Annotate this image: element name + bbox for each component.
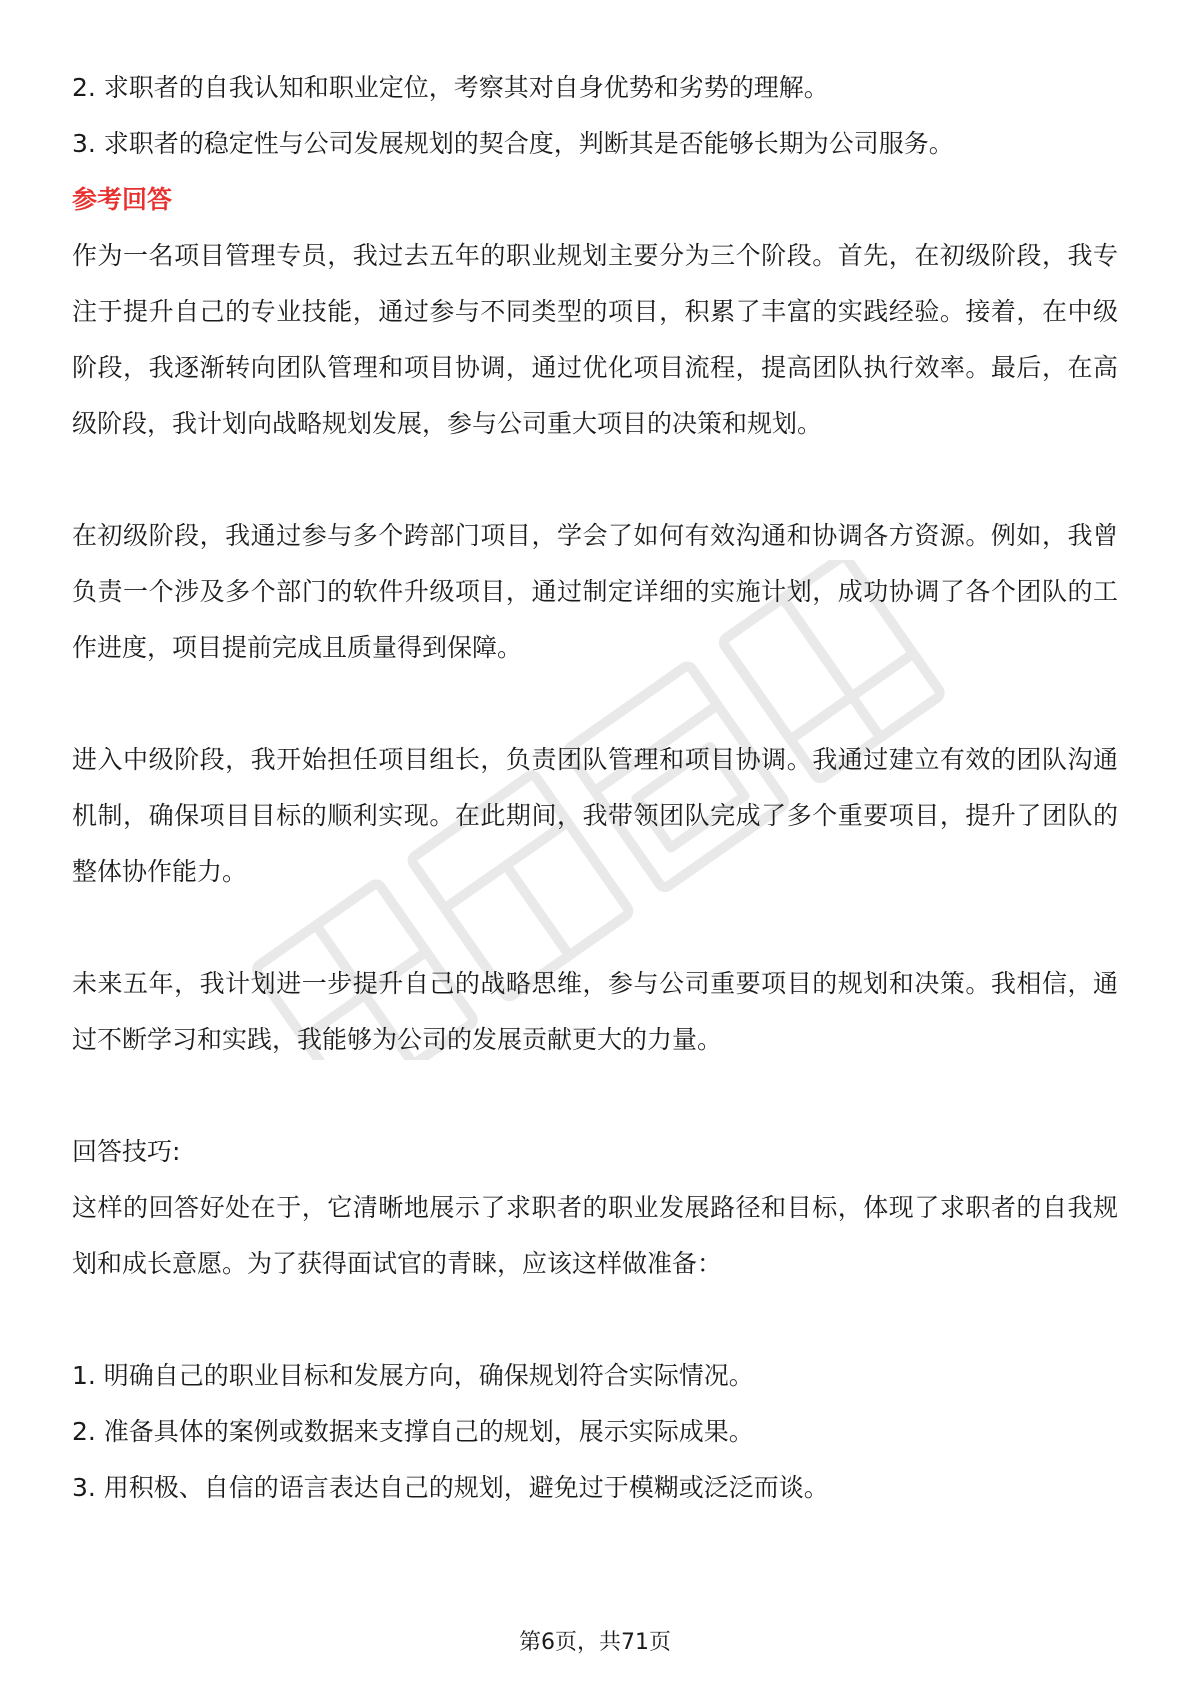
document-body — [72, 60, 1118, 1516]
paragraph-gap — [72, 1292, 1118, 1348]
tips-intro: 这样的回答好处在于，它清晰地展示了求职者的职业发展路径和目标，体现了求职者的自我规划和成长意愿。为了获得面试官的青睐，应该这样做准备： — [72, 1193, 1118, 1278]
paragraph-gap — [72, 1068, 1118, 1124]
paragraph-gap — [72, 900, 1118, 956]
paragraph-gap — [72, 676, 1118, 732]
tips-heading: 回答技巧: — [72, 1137, 181, 1166]
reference-answer-heading: 参考回答 — [72, 185, 173, 214]
intent-item-3: 3. 求职者的稳定性与公司发展规划的契合度，判断其是否能够长期为公司服务。 — [72, 129, 954, 158]
tips-item-1: 1. 明确自己的职业目标和发展方向，确保规划符合实际情况。 — [72, 1361, 754, 1390]
intent-item-2: 2. 求职者的自我认知和职业定位，考察其对自身优势和劣势的理解。 — [72, 73, 829, 102]
answer-paragraph-3: 进入中级阶段，我开始担任项目组长，负责团队管理和项目协调。我通过建立有效的团队沟通机制，确保项目目标的顺利实现。在此期间，我带领团队完成了多个重要项目，提升了团队的整体协作能力。 — [72, 745, 1118, 886]
answer-paragraph-1: 作为一名项目管理专员，我过去五年的职业规划主要分为三个阶段。首先，在初级阶段，我专注于提升自己的专业技能，通过参与不同类型的项目，积累了丰富的实践经验。接着，在中级阶段，我逐渐转向团队管理和项目协调，通过优化项目流程，提高团队执行效率。最后，在高级阶段，我计划向战略规划发展，参与公司重大项目的决策和规划。 — [72, 241, 1118, 438]
paragraph-gap — [72, 452, 1118, 508]
answer-paragraph-2: 在初级阶段，我通过参与多个跨部门项目，学会了如何有效沟通和协调各方资源。例如，我曾负责一个涉及多个部门的软件升级项目，通过制定详细的实施计划，成功协调了各个团队的工作进度，项目提前完成且质量得到保障。 — [72, 521, 1118, 662]
tips-item-2: 2. 准备具体的案例或数据来支撑自己的规划，展示实际成果。 — [72, 1417, 754, 1446]
answer-paragraph-4: 未来五年，我计划进一步提升自己的战略思维，参与公司重要项目的规划和决策。我相信，通过不断学习和实践，我能够为公司的发展贡献更大的力量。 — [72, 969, 1118, 1054]
page-footer: 第6页，共71页 — [519, 1630, 671, 1655]
tips-item-3: 3. 用积极、自信的语言表达自己的规划，避免过于模糊或泛泛而谈。 — [72, 1473, 829, 1502]
